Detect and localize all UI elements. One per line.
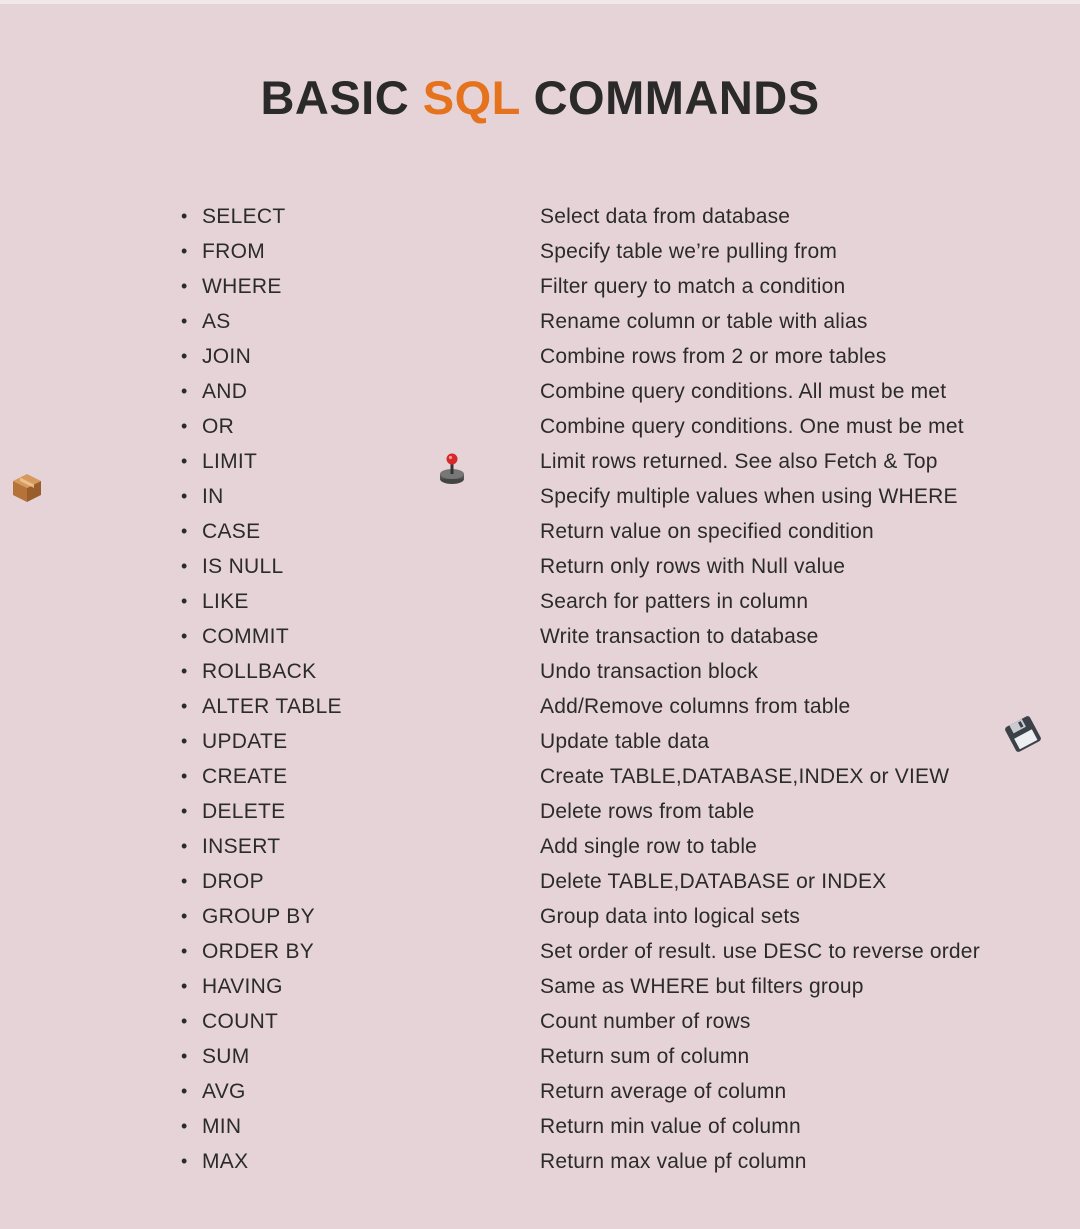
command-name: FROM — [202, 240, 266, 263]
bullet-marker: • — [181, 486, 188, 506]
command-description: Select data from database — [540, 205, 791, 228]
command-name: GROUP BY — [202, 905, 315, 928]
command-name: AVG — [202, 1080, 246, 1103]
command-name: MIN — [202, 1115, 242, 1138]
command-description: Specify multiple values when using WHERE — [540, 485, 958, 508]
command-row — [0, 269, 1080, 304]
bullet-marker: • — [181, 591, 188, 611]
command-description: Undo transaction block — [540, 660, 759, 683]
bullet-marker: • — [181, 276, 188, 296]
command-description: Combine query conditions. One must be met — [540, 415, 964, 438]
command-name: MAX — [202, 1150, 249, 1173]
title-accent: SQL — [422, 71, 521, 124]
command-name: SUM — [202, 1045, 250, 1068]
command-row — [0, 339, 1080, 374]
command-row — [0, 619, 1080, 654]
command-description: Return sum of column — [540, 1045, 750, 1068]
command-row — [0, 794, 1080, 829]
bullet-marker: • — [181, 206, 188, 226]
command-description: Write transaction to database — [540, 625, 819, 648]
command-name: JOIN — [202, 345, 252, 368]
command-row — [0, 514, 1080, 549]
command-name: AND — [202, 380, 248, 403]
bullet-marker: • — [181, 731, 188, 751]
bullet-marker: • — [181, 871, 188, 891]
command-name: LIMIT — [202, 450, 258, 473]
command-description: Return min value of column — [540, 1115, 801, 1138]
command-name: CASE — [202, 520, 261, 543]
command-description: Group data into logical sets — [540, 905, 801, 928]
command-description: Return value on specified condition — [540, 520, 874, 543]
command-description: Count number of rows — [540, 1010, 751, 1033]
command-row — [0, 829, 1080, 864]
bullet-marker: • — [181, 416, 188, 436]
command-name: ROLLBACK — [202, 660, 317, 683]
command-row — [0, 689, 1080, 724]
command-description: Return max value pf column — [540, 1150, 807, 1173]
command-row — [0, 1144, 1080, 1179]
top-edge-strip — [0, 0, 1080, 4]
bullet-marker: • — [181, 311, 188, 331]
bullet-marker: • — [181, 941, 188, 961]
title-suffix: COMMANDS — [520, 71, 820, 124]
command-row — [0, 199, 1080, 234]
command-name: LIKE — [202, 590, 249, 613]
command-name: INSERT — [202, 835, 281, 858]
command-name: OR — [202, 415, 235, 438]
command-name: IN — [202, 485, 224, 508]
bullet-marker: • — [181, 836, 188, 856]
command-row — [0, 969, 1080, 1004]
bullet-marker: • — [181, 451, 188, 471]
command-description: Delete TABLE,DATABASE or INDEX — [540, 870, 887, 893]
command-description: Specify table we’re pulling from — [540, 240, 838, 263]
command-row — [0, 409, 1080, 444]
command-row — [0, 1109, 1080, 1144]
bullet-marker: • — [181, 801, 188, 821]
command-name: ORDER BY — [202, 940, 315, 963]
command-name: COUNT — [202, 1010, 279, 1033]
command-row — [0, 724, 1080, 759]
command-row — [0, 1004, 1080, 1039]
command-description: Limit rows returned. See also Fetch & Top — [540, 450, 938, 473]
page-title — [0, 68, 1080, 128]
package-icon — [10, 471, 44, 505]
command-row — [0, 584, 1080, 619]
command-row — [0, 479, 1080, 514]
command-row — [0, 304, 1080, 339]
bullet-marker: • — [181, 661, 188, 681]
command-row — [0, 444, 1080, 479]
command-name: COMMIT — [202, 625, 289, 648]
command-description: Update table data — [540, 730, 710, 753]
title-prefix: BASIC — [260, 71, 423, 124]
command-description: Add/Remove columns from table — [540, 695, 851, 718]
command-description: Set order of result. use DESC to reverse order — [540, 940, 980, 963]
command-description: Combine query conditions. All must be met — [540, 380, 947, 403]
floppy-disk-icon — [1002, 714, 1044, 754]
command-description: Combine rows from 2 or more tables — [540, 345, 887, 368]
command-name: UPDATE — [202, 730, 288, 753]
command-name: CREATE — [202, 765, 288, 788]
command-name: AS — [202, 310, 231, 333]
bullet-marker: • — [181, 976, 188, 996]
command-name: DELETE — [202, 800, 286, 823]
bullet-marker: • — [181, 1116, 188, 1136]
command-description: Create TABLE,DATABASE,INDEX or VIEW — [540, 765, 950, 788]
bullet-marker: • — [181, 1011, 188, 1031]
command-row — [0, 864, 1080, 899]
bullet-marker: • — [181, 1046, 188, 1066]
command-name: HAVING — [202, 975, 283, 998]
command-name: ALTER TABLE — [202, 695, 342, 718]
command-description: Return only rows with Null value — [540, 555, 846, 578]
command-description: Delete rows from table — [540, 800, 755, 823]
command-description: Same as WHERE but filters group — [540, 975, 864, 998]
command-description: Return average of column — [540, 1080, 787, 1103]
command-row — [0, 1039, 1080, 1074]
bullet-marker: • — [181, 1151, 188, 1171]
command-description: Search for patters in column — [540, 590, 809, 613]
command-description: Filter query to match a condition — [540, 275, 846, 298]
bullet-marker: • — [181, 906, 188, 926]
bullet-marker: • — [181, 626, 188, 646]
command-row — [0, 899, 1080, 934]
command-row — [0, 654, 1080, 689]
bullet-marker: • — [181, 696, 188, 716]
bullet-marker: • — [181, 766, 188, 786]
bullet-marker: • — [181, 1081, 188, 1101]
command-name: IS NULL — [202, 555, 284, 578]
command-name: WHERE — [202, 275, 282, 298]
command-name: DROP — [202, 870, 264, 893]
bullet-marker: • — [181, 241, 188, 261]
command-description: Rename column or table with alias — [540, 310, 868, 333]
command-row — [0, 234, 1080, 269]
bullet-marker: • — [181, 346, 188, 366]
bullet-marker: • — [181, 381, 188, 401]
command-name: SELECT — [202, 205, 286, 228]
command-row — [0, 1074, 1080, 1109]
command-row — [0, 374, 1080, 409]
command-row — [0, 549, 1080, 584]
command-description: Add single row to table — [540, 835, 758, 858]
joystick-icon — [437, 452, 467, 486]
command-row — [0, 934, 1080, 969]
command-row — [0, 759, 1080, 794]
bullet-marker: • — [181, 556, 188, 576]
bullet-marker: • — [181, 521, 188, 541]
command-list — [0, 199, 1080, 1179]
